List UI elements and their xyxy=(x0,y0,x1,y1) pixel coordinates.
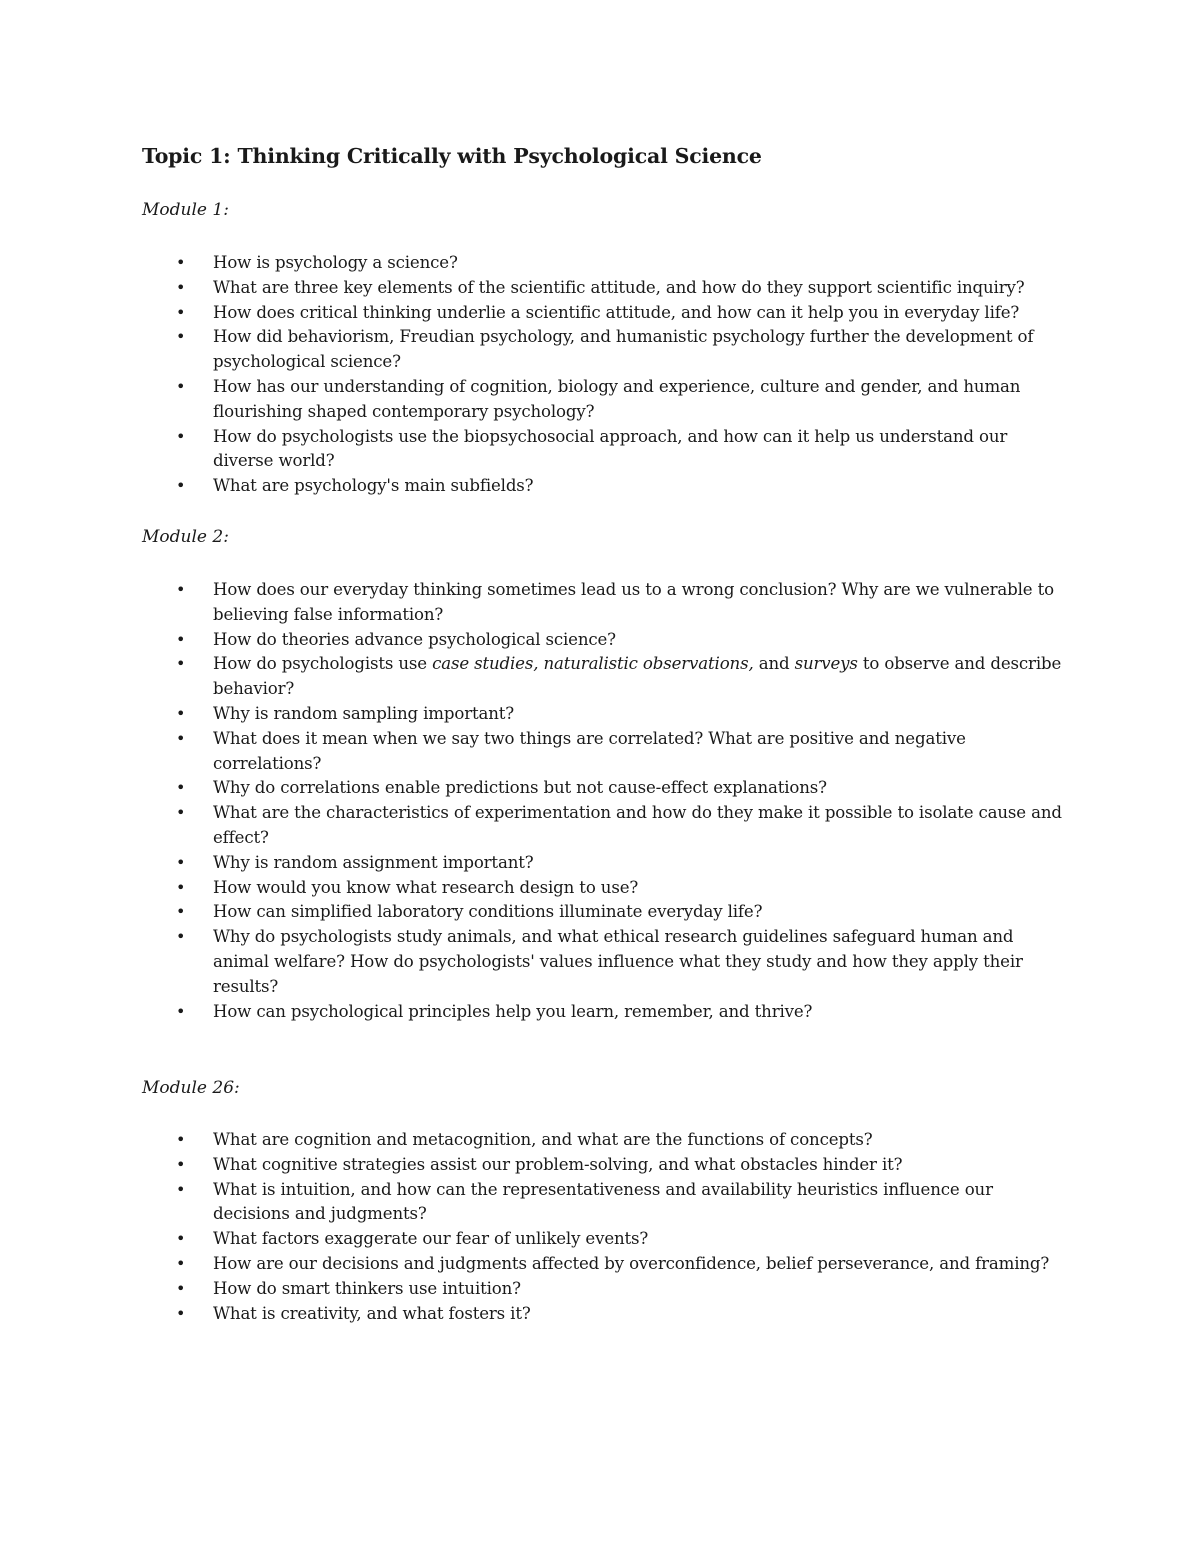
module-2-label: Module 2: xyxy=(142,527,229,547)
bullet-icon: • xyxy=(176,476,186,496)
list-item: • What are three key elements of the scientific attitude, and how do they support scientific inquiry? xyxy=(0,276,1063,301)
list-item: • How has our understanding of cognition, biology and experience, culture and gender, and human flourishing shaped contemporary psychology? xyxy=(176,376,1021,421)
bullet-icon: • xyxy=(176,902,186,922)
bullet-icon: • xyxy=(176,803,186,823)
list-item: • What are cognition and metacognition, and what are the functions of concepts? xyxy=(0,1128,1063,1153)
bullet-icon: • xyxy=(176,1303,186,1323)
list-item: • How can simplified laboratory conditions illuminate everyday life? xyxy=(0,900,1063,925)
bullet-icon: • xyxy=(176,1253,186,1273)
bullet-icon: • xyxy=(176,302,186,322)
list-item: • Why is random assignment important? xyxy=(0,851,1063,876)
bullet-icon: • xyxy=(176,703,186,723)
module-26-question-list xyxy=(0,1128,1200,1326)
list-item: • How would you know what research design to use? xyxy=(0,876,1063,901)
module-26-label: Module 26: xyxy=(142,1078,240,1098)
bullet-icon: • xyxy=(176,1130,186,1149)
bullet-icon: • xyxy=(176,852,186,872)
bullet-icon: • xyxy=(176,277,186,297)
bullet-icon: • xyxy=(176,580,186,599)
bullet-icon: • xyxy=(176,376,186,396)
list-item: • What are psychology's main subfields? xyxy=(0,474,1063,499)
bullet-icon: • xyxy=(176,728,186,748)
list-item: • Why do psychologists study animals, and what ethical research guidelines safeguard human and animal welfare? How do psychologists' values influence what they study and how they apply their results? xyxy=(176,927,1023,996)
list-item: • What does it mean when we say two things are correlated? What are positive and negative correlations? xyxy=(176,728,966,773)
list-item: • How can psychological principles help you learn, remember, and thrive? xyxy=(0,1000,1063,1025)
list-item: • How do theories advance psychological science? xyxy=(0,628,1063,653)
bullet-icon: • xyxy=(176,327,186,347)
list-item: • Why is random sampling important? xyxy=(0,702,1063,727)
bullet-icon: • xyxy=(176,654,186,674)
bullet-icon: • xyxy=(176,778,186,798)
bullet-icon: • xyxy=(176,877,186,897)
list-item: • How does our everyday thinking sometimes lead us to a wrong conclusion? Why are we vulnerable to believing false information? xyxy=(176,580,1054,624)
module-1-label: Module 1: xyxy=(142,200,229,220)
bullet-icon: • xyxy=(176,1154,186,1174)
list-item: • Why do correlations enable predictions but not cause-effect explanations? xyxy=(0,776,1063,801)
bullet-icon: • xyxy=(176,1278,186,1298)
list-item: • What are the characteristics of experimentation and how do they make it possible to isolate cause and effect? xyxy=(176,803,1062,847)
list-item: • What is creativity, and what fosters it? xyxy=(0,1302,1063,1327)
bullet-icon: • xyxy=(176,1229,186,1249)
list-item: • What is intuition, and how can the representativeness and availability heuristics influence our decisions and judgments? xyxy=(176,1179,993,1224)
list-item: • How are our decisions and judgments affected by overconfidence, belief perseverance, and framing? xyxy=(0,1252,1063,1277)
list-item: • How do psychologists use case studies, naturalistic observations, and surveys to observe and describe behavior? xyxy=(176,654,1062,699)
list-item: • What cognitive strategies assist our problem-solving, and what obstacles hinder it? xyxy=(0,1153,1063,1178)
bullet-icon: • xyxy=(176,1001,186,1021)
list-item: • How do psychologists use the biopsychosocial approach, and how can it help us understand our diverse world? xyxy=(176,426,1008,471)
bullet-icon: • xyxy=(176,253,186,272)
list-item: • How do smart thinkers use intuition? xyxy=(0,1277,1063,1302)
list-item: • How is psychology a science? xyxy=(0,251,1063,276)
bullet-icon: • xyxy=(176,426,186,446)
page-title: Topic 1: Thinking Critically with Psychological Science xyxy=(142,144,762,168)
bullet-icon: • xyxy=(176,1179,186,1199)
bullet-icon: • xyxy=(176,629,186,649)
list-item: • How did behaviorism, Freudian psychology, and humanistic psychology further the development of psychological science? xyxy=(176,327,1034,372)
list-item: • What factors exaggerate our fear of unlikely events? xyxy=(0,1227,1063,1252)
module-1-question-list xyxy=(0,251,1200,499)
list-item: • How does critical thinking underlie a scientific attitude, and how can it help you in everyday life? xyxy=(0,301,1063,326)
module-2-question-list xyxy=(0,578,1200,1024)
bullet-icon: • xyxy=(176,927,186,947)
